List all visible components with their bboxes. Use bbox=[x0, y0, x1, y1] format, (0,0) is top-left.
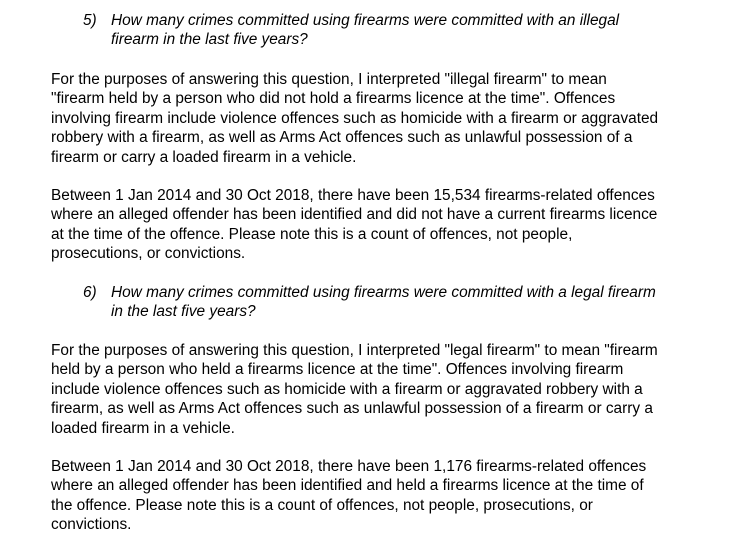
paragraph-line: Between 1 Jan 2014 and 30 Oct 2018, there have been 1,176 firearms-related offences bbox=[51, 458, 647, 475]
question-text bbox=[111, 11, 723, 50]
question-line: firearm in the last five years? bbox=[111, 31, 308, 49]
paragraph-line: For the purposes of answering this question, I interpreted "legal firearm" to mean "firearm bbox=[51, 342, 658, 359]
paragraph-legal-definition bbox=[51, 341, 716, 438]
paragraph-line: include violence offences such as homicide with a firearm or aggravated robbery with a bbox=[51, 380, 643, 398]
paragraph-line: at the time of the offence. Please note this is a count of offences, not people, bbox=[51, 225, 573, 243]
paragraph-line: where an alleged offender has been identified and did not have a current firearms licence bbox=[51, 206, 658, 224]
paragraph-line: "firearm held by a person who did not hold a firearms licence at the time". Offences bbox=[51, 90, 616, 108]
question-text bbox=[111, 283, 723, 322]
paragraph-line: robbery with a firearm, as well as Arms Act offences such as unlawful possession of a bbox=[51, 129, 633, 147]
question-5 bbox=[83, 11, 723, 50]
question-line: How many crimes committed using firearms were committed with a legal firearm bbox=[111, 284, 656, 301]
paragraph-line: Between 1 Jan 2014 and 30 Oct 2018, there have been 15,534 firearms-related offences bbox=[51, 187, 655, 204]
paragraph-line: held by a person who held a firearms licence at the time". Offences involving firearm bbox=[51, 361, 624, 379]
paragraph-line: where an alleged offender has been identified and held a firearms licence at the time of bbox=[51, 477, 644, 495]
paragraph-line: convictions. bbox=[51, 516, 132, 534]
paragraph-legal-count bbox=[51, 457, 716, 535]
question-number: 6) bbox=[83, 284, 97, 301]
paragraph-line: firearm or carry a loaded firearm in a vehicle. bbox=[51, 148, 357, 166]
paragraph-illegal-count bbox=[51, 186, 716, 264]
paragraph-line: loaded firearm in a vehicle. bbox=[51, 419, 235, 437]
paragraph-line: involving firearm include violence offences such as homicide with a firearm or aggravated bbox=[51, 109, 659, 127]
question-line: How many crimes committed using firearms were committed with an illegal bbox=[111, 12, 620, 29]
question-number: 5) bbox=[83, 12, 97, 29]
paragraph-line: prosecutions, or convictions. bbox=[51, 245, 246, 263]
paragraph-line: firearm, as well as Arms Act offences such as unlawful possession of a firearm or carry a bbox=[51, 400, 653, 418]
question-6 bbox=[83, 283, 723, 322]
paragraph-illegal-definition bbox=[51, 70, 716, 167]
paragraph-line: For the purposes of answering this question, I interpreted "illegal firearm" to mean bbox=[51, 71, 607, 88]
paragraph-line: the offence. Please note this is a count of offences, not people, prosecutions, or bbox=[51, 496, 593, 514]
question-line: in the last five years? bbox=[111, 303, 256, 321]
